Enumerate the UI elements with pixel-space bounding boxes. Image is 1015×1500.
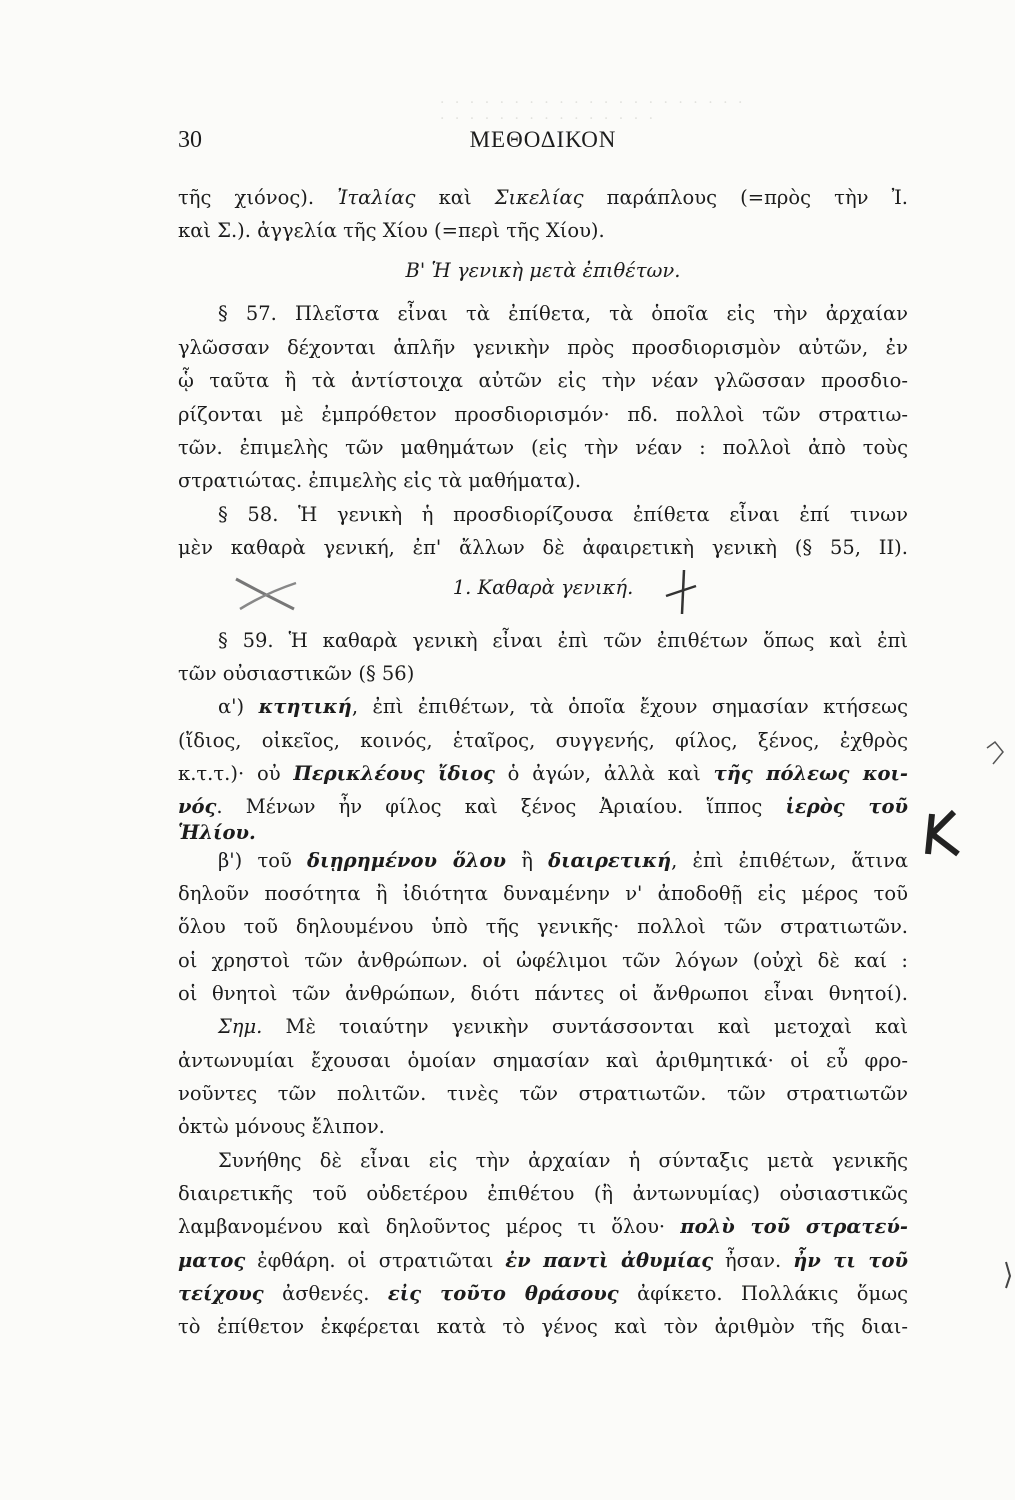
- paragraph-57-line: στρατιώτας. ἐπιμελὴς εἰς τὰ μαθήματα).: [178, 469, 582, 492]
- item-a-line: Ἡλίου.: [178, 821, 256, 844]
- item-a-line: (ἴδιος, οἰκεῖος, κοινός, ἑταῖρος, συγγενής, φίλος, ξένος, ἐχθρὸς: [178, 729, 908, 752]
- paragraph-line: Συνήθης δὲ εἶναι εἰς τὴν ἀρχαίαν ἡ σύνταξις μετὰ γενικῆς: [218, 1149, 908, 1172]
- subsection-heading: 1. Καθαρὰ γενική.: [452, 576, 634, 599]
- item-a-line: α') κτητική, ἐπὶ ἐπιθέτων, τὰ ὁποῖα ἔχουν σημασίαν κτήσεως: [218, 695, 908, 718]
- paragraph-58-line: μὲν καθαρὰ γενική, ἐπ' ἄλλων δὲ ἀφαιρετικὴ γενικὴ (§ 55, ΙΙ).: [178, 536, 908, 559]
- paragraph-59-line: τῶν οὐσιαστικῶν (§ 56): [178, 662, 415, 685]
- paragraph-57-line: γλῶσσαν δέχονται ἁπλῆν γενικὴν πρὸς προσδιορισμὸν αὐτῶν, ἐν: [178, 336, 908, 359]
- margin-stain: [1000, 1260, 1015, 1290]
- margin-stain: [985, 738, 1005, 768]
- paragraph-line: διαιρετικῆς τοῦ οὐδετέρου ἐπιθέτου (ἢ ἀντωνυμίας) οὐσιαστικῶς: [178, 1182, 908, 1205]
- text-line: καὶ Σ.). ἀγγελία τῆς Χίου (=περὶ τῆς Χίου).: [178, 219, 605, 242]
- note-line: νοῦντες τῶν πολιτῶν. τινὲς τῶν στρατιωτῶν. τῶν στρατιωτῶν: [178, 1082, 908, 1105]
- bleed-through-text: · · · · · · · · · · · · · · · · · · · · · · · · · · · · · · · · · · · ·: [440, 95, 746, 127]
- item-b-line: οἱ θνητοὶ τῶν ἀνθρώπων, διότι πάντες οἱ ἄνθρωποι εἶναι θνητοί).: [178, 982, 908, 1005]
- page-header: [178, 127, 908, 159]
- item-b-line: δηλοῦν ποσότητα ἢ ἰδιότητα δυναμένην ν' ἀποδοθῇ εἰς μέρος τοῦ: [178, 882, 908, 905]
- handwritten-plus-mark: [660, 568, 700, 618]
- text-line: τῆς χιόνος). Ἰταλίας καὶ Σικελίας παράπλους (=πρὸς τὴν Ἰ.: [178, 186, 909, 209]
- note-line: ἀντωνυμίαι ἔχουσαι ὁμοίαν σημασίαν καὶ ἀριθμητικά· οἱ εὖ φρο-: [178, 1049, 908, 1072]
- paragraph-line: ματος ἐφθάρη. οἱ στρατιῶται ἐν παντὶ ἀθυμίας ἦσαν. ἦν τι τοῦ: [178, 1249, 908, 1272]
- page-number: 30: [178, 127, 202, 153]
- paragraph-57-line: ρίζονται μὲ ἐμπρόθετον προσδιορισμόν· πδ. πολλοὶ τῶν στρατιω-: [178, 403, 908, 426]
- handwritten-k-mark: [918, 808, 968, 858]
- note-line: ὀκτὼ μόνους ἔλιπον.: [178, 1115, 385, 1138]
- item-b-line: οἱ χρηστοὶ τῶν ἀνθρώπων. οἱ ὠφέλιμοι τῶν λόγων (οὐχὶ δὲ καί :: [178, 949, 908, 972]
- running-title: ΜΕΘΟΔΙΚΟΝ: [469, 127, 617, 152]
- item-b-line: β') τοῦ διῃρημένου ὅλου ἢ διαιρετική, ἐπὶ ἐπιθέτων, ἅτινα: [218, 849, 908, 872]
- paragraph-57-line: § 57. Πλεῖστα εἶναι τὰ ἐπίθετα, τὰ ὁποῖα εἰς τὴν ἀρχαίαν: [218, 302, 908, 325]
- paragraph-58-line: § 58. Ἡ γενικὴ ἡ προσδιορίζουσα ἐπίθετα εἶναι ἐπί τινων: [218, 503, 908, 526]
- section-heading: Β' Ἡ γενικὴ μετὰ ἐπιθέτων.: [405, 259, 681, 282]
- item-a-line: κ.τ.τ.)· οὐ Περικλέους ἴδιος ὁ ἀγών, ἀλλὰ καὶ τῆς πόλεως κοι-: [178, 762, 908, 785]
- paragraph-59-line: § 59. Ἡ καθαρὰ γενικὴ εἶναι ἐπὶ τῶν ἐπιθέτων ὅπως καὶ ἐπὶ: [218, 629, 908, 652]
- paragraph-57-line: ᾧ ταῦτα ἢ τὰ ἀντίστοιχα αὐτῶν εἰς τὴν νέαν γλῶσσαν προσδιο-: [178, 369, 908, 392]
- paragraph-line: λαμβανομένου καὶ δηλοῦντος μέρος τι ὅλου· πολὺ τοῦ στρατεύ-: [178, 1215, 908, 1238]
- item-a-line: νός. Μένων ἦν φίλος καὶ ξένος Ἀριαίου. ἵππος ἱερὸς τοῦ: [178, 795, 908, 818]
- handwritten-x-mark: [232, 573, 302, 613]
- paragraph-line: τὸ ἐπίθετον ἐκφέρεται κατὰ τὸ γένος καὶ τὸν ἀριθμὸν τῆς διαι-: [178, 1315, 908, 1338]
- paragraph-57-line: τῶν. ἐπιμελὴς τῶν μαθημάτων (εἰς τὴν νέαν : πολλοὶ ἀπὸ τοὺς: [178, 436, 908, 459]
- item-b-line: ὅλου τοῦ δηλουμένου ὑπὸ τῆς γενικῆς· πολλοὶ τῶν στρατιωτῶν.: [178, 915, 908, 938]
- note-line: Σημ. Μὲ τοιαύτην γενικὴν συντάσσονται καὶ μετοχαὶ καὶ: [218, 1015, 908, 1038]
- paragraph-line: τείχους ἀσθενές. εἰς τοῦτο θράσους ἀφίκετο. Πολλάκις ὅμως: [178, 1282, 909, 1305]
